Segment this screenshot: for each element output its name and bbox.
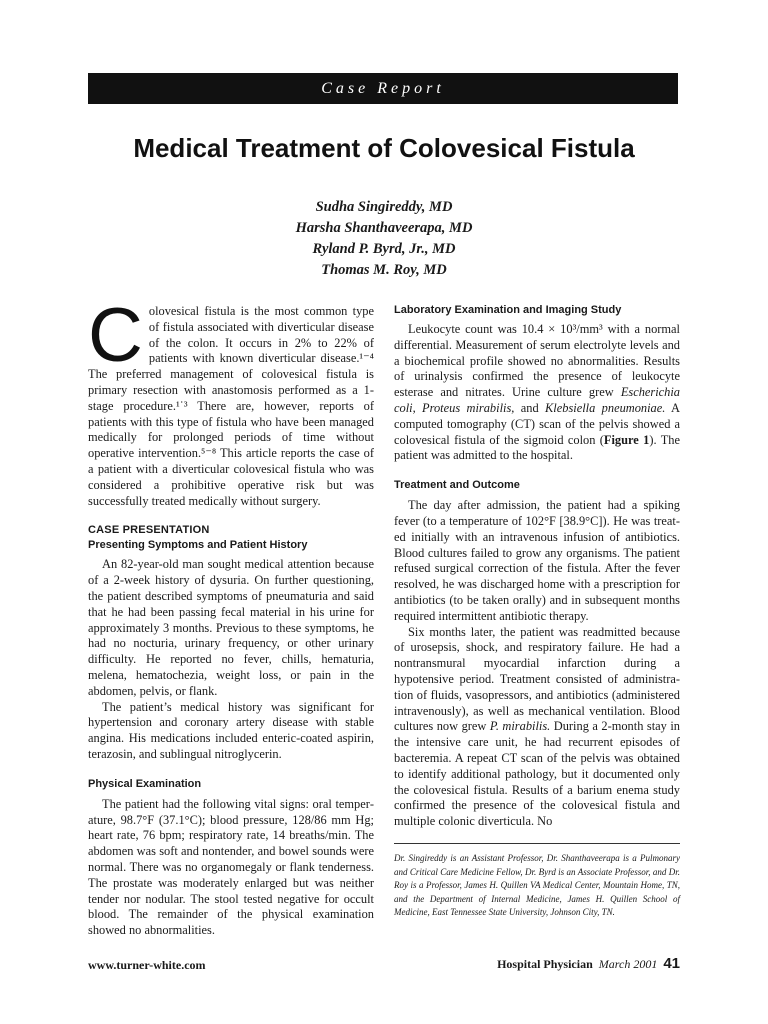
figure-reference: Figure 1 xyxy=(603,432,650,447)
history-paragraph-1: An 82-year-old man sought medical attention because of a 2-week history of dysuria. On further questioning, the patient described symptoms of pneumaturia and said that he had been passing fecal material in his urine for approximately 3 months. Previous to these symptoms, he had no nocturia, urinary frequency, or other urinary difficulty. He reported no fever, chills, hematuria, melena, hematochezia, weight loss, or pain in the abdomen, pelvis, or flank. xyxy=(88,557,374,698)
lab-paragraph: Leukocyte count was 10.4 × 10³/mm³ with a normal differential. Measurement of serum electrolyte levels and a biochemical profile showed no abnormalities. Results of urinalysis confirmed the presence of leukocyte esterase and nitrates. Urine culture grew Escherichia coli, Proteus mirabilis, and Klebsiella pneumoniae. A computed tomography (CT) scan of the pelvis showed a colovesical fistula of the sigmoid colon (Figure 1). The patient was admitted to the hospital. xyxy=(394,322,680,463)
history-heading: Presenting Symptoms and Patient History xyxy=(88,539,308,552)
physical-exam-heading: Physical Examination xyxy=(88,777,202,790)
website-link[interactable]: www.turner-white.com xyxy=(88,958,206,972)
author-list xyxy=(0,197,768,281)
organisms-1: Escherichia coli, Proteus mirabilis, xyxy=(394,385,680,415)
intro-text: olovesical fistula is the most common type of fistula associated with diverticular disease of the colon. It occurs in 2% to 22% of patients with known diverticular disease.¹⁻⁴ The preferred management of colovesical fistula is primary resection with anastomosis performed as a 1-stage procedure.¹ˈ³ There are, however, reports of patients with this type of fistula who have been managed medically for prolonged periods of time without operative intervention.⁵⁻⁸ This article reports the case of a patient with a diverticular colovesical fistula who was considered a prohibitive operative risk but was successfully treated medically without surgery. xyxy=(88,304,374,508)
history-paragraph-2: The patient’s medical history was significant for hypertension and coronary artery disease with stable angina. His medications included enteric-coated aspirin, terazosin, and sublingual nitroglycerin. xyxy=(88,699,374,761)
exam-paragraph: The patient had the following vital signs: oral temperature, 98.7°F (37.1°C); blood pressure, 128/86 mm Hg; heart rate, 76 bpm; respiratory rate, 14 breaths/min. The abdomen was soft and nontender, and bowel sounds were normal. There was no organomegaly or flank tenderness. The prostate was moderately enlarged but was neither tender nor nodular. The stool tested negative for occult blood. The remainder of the physical examination showed no abnormalities. xyxy=(88,796,374,938)
organism-3: P. mirabilis. xyxy=(489,719,551,734)
case-presentation-heading: CASE PRESENTATION xyxy=(88,524,210,537)
intro-paragraph xyxy=(88,293,374,509)
author-4: Thomas M. Roy, MD xyxy=(321,262,447,278)
footnote-divider xyxy=(394,843,680,844)
treatment-paragraph-2: Six months later, the patient was readmitted because of urosepsis, shock, and respiratory failure. He had a nontransmural myocardial infarction during a hypotensive period. Treatment consisted of administration of fluids, vasopressors, and antibiotics (administered intravenously), as well as mechanical ventilation. Blood cultures now grew P. mirabilis. During a 2-month stay in the intensive care unit, he had recurrent episodes of bacteremia. A repeat CT scan of the pelvis was obtained to identify additional pathology, but it documented only the colovesical fistula. Results of a barium enema study confirmed the presence of the colovesical fistula and multiple colonic diverticula. No xyxy=(394,624,680,829)
article-title: Medical Treatment of Colovesical Fistula xyxy=(133,133,635,163)
issue-date: March 2001 xyxy=(598,957,658,971)
journal-footer xyxy=(497,955,680,972)
lab-heading: Laboratory Examination and Imaging Study xyxy=(394,304,622,316)
page-number: 41 xyxy=(663,955,680,972)
section-banner xyxy=(88,73,678,104)
organism-2: Klebsiella pneumoniae. xyxy=(545,400,666,415)
right-column xyxy=(394,303,680,830)
author-2: Harsha Shanthaveerapa, MD xyxy=(295,220,473,236)
treatment-heading: Treatment and Outcome xyxy=(394,479,520,492)
treatment-paragraph-1: The day after admission, the patient had a spiking fever (to a temperature of 102°F [38.9°C]). He was treated initially with an intravenous infusion of antibiotics. Blood cultures failed to grow any organisms. The patient refused surgical correction of the fistula. After the fever resolved, he was discharged home with a prescription for antibiotics (to be taken orally) and in subsequent months required intermittent antibiotic therapy. xyxy=(394,498,680,623)
author-affiliations-footnote: Dr. Singireddy is an Assistant Professor, Dr. Shanthaveerapa is a Pulmonary and Critical Care Medicine Fellow, Dr. Byrd is an Associate Professor, and Dr. Roy is a Professor, James H. Quillen VA Medical Center, Mountain Home, TN, and the Department of Internal Medicine, James H. Quillen School of Medicine, East Tennessee State University, Johnson City, TN. xyxy=(394,853,680,917)
banner-label: Case Report xyxy=(321,79,445,97)
left-column xyxy=(88,293,374,939)
journal-name: Hospital Physician xyxy=(497,957,593,971)
drop-cap: C xyxy=(88,293,143,378)
author-1: Sudha Singireddy, MD xyxy=(315,199,453,215)
author-3: Ryland P. Byrd, Jr., MD xyxy=(312,241,456,257)
